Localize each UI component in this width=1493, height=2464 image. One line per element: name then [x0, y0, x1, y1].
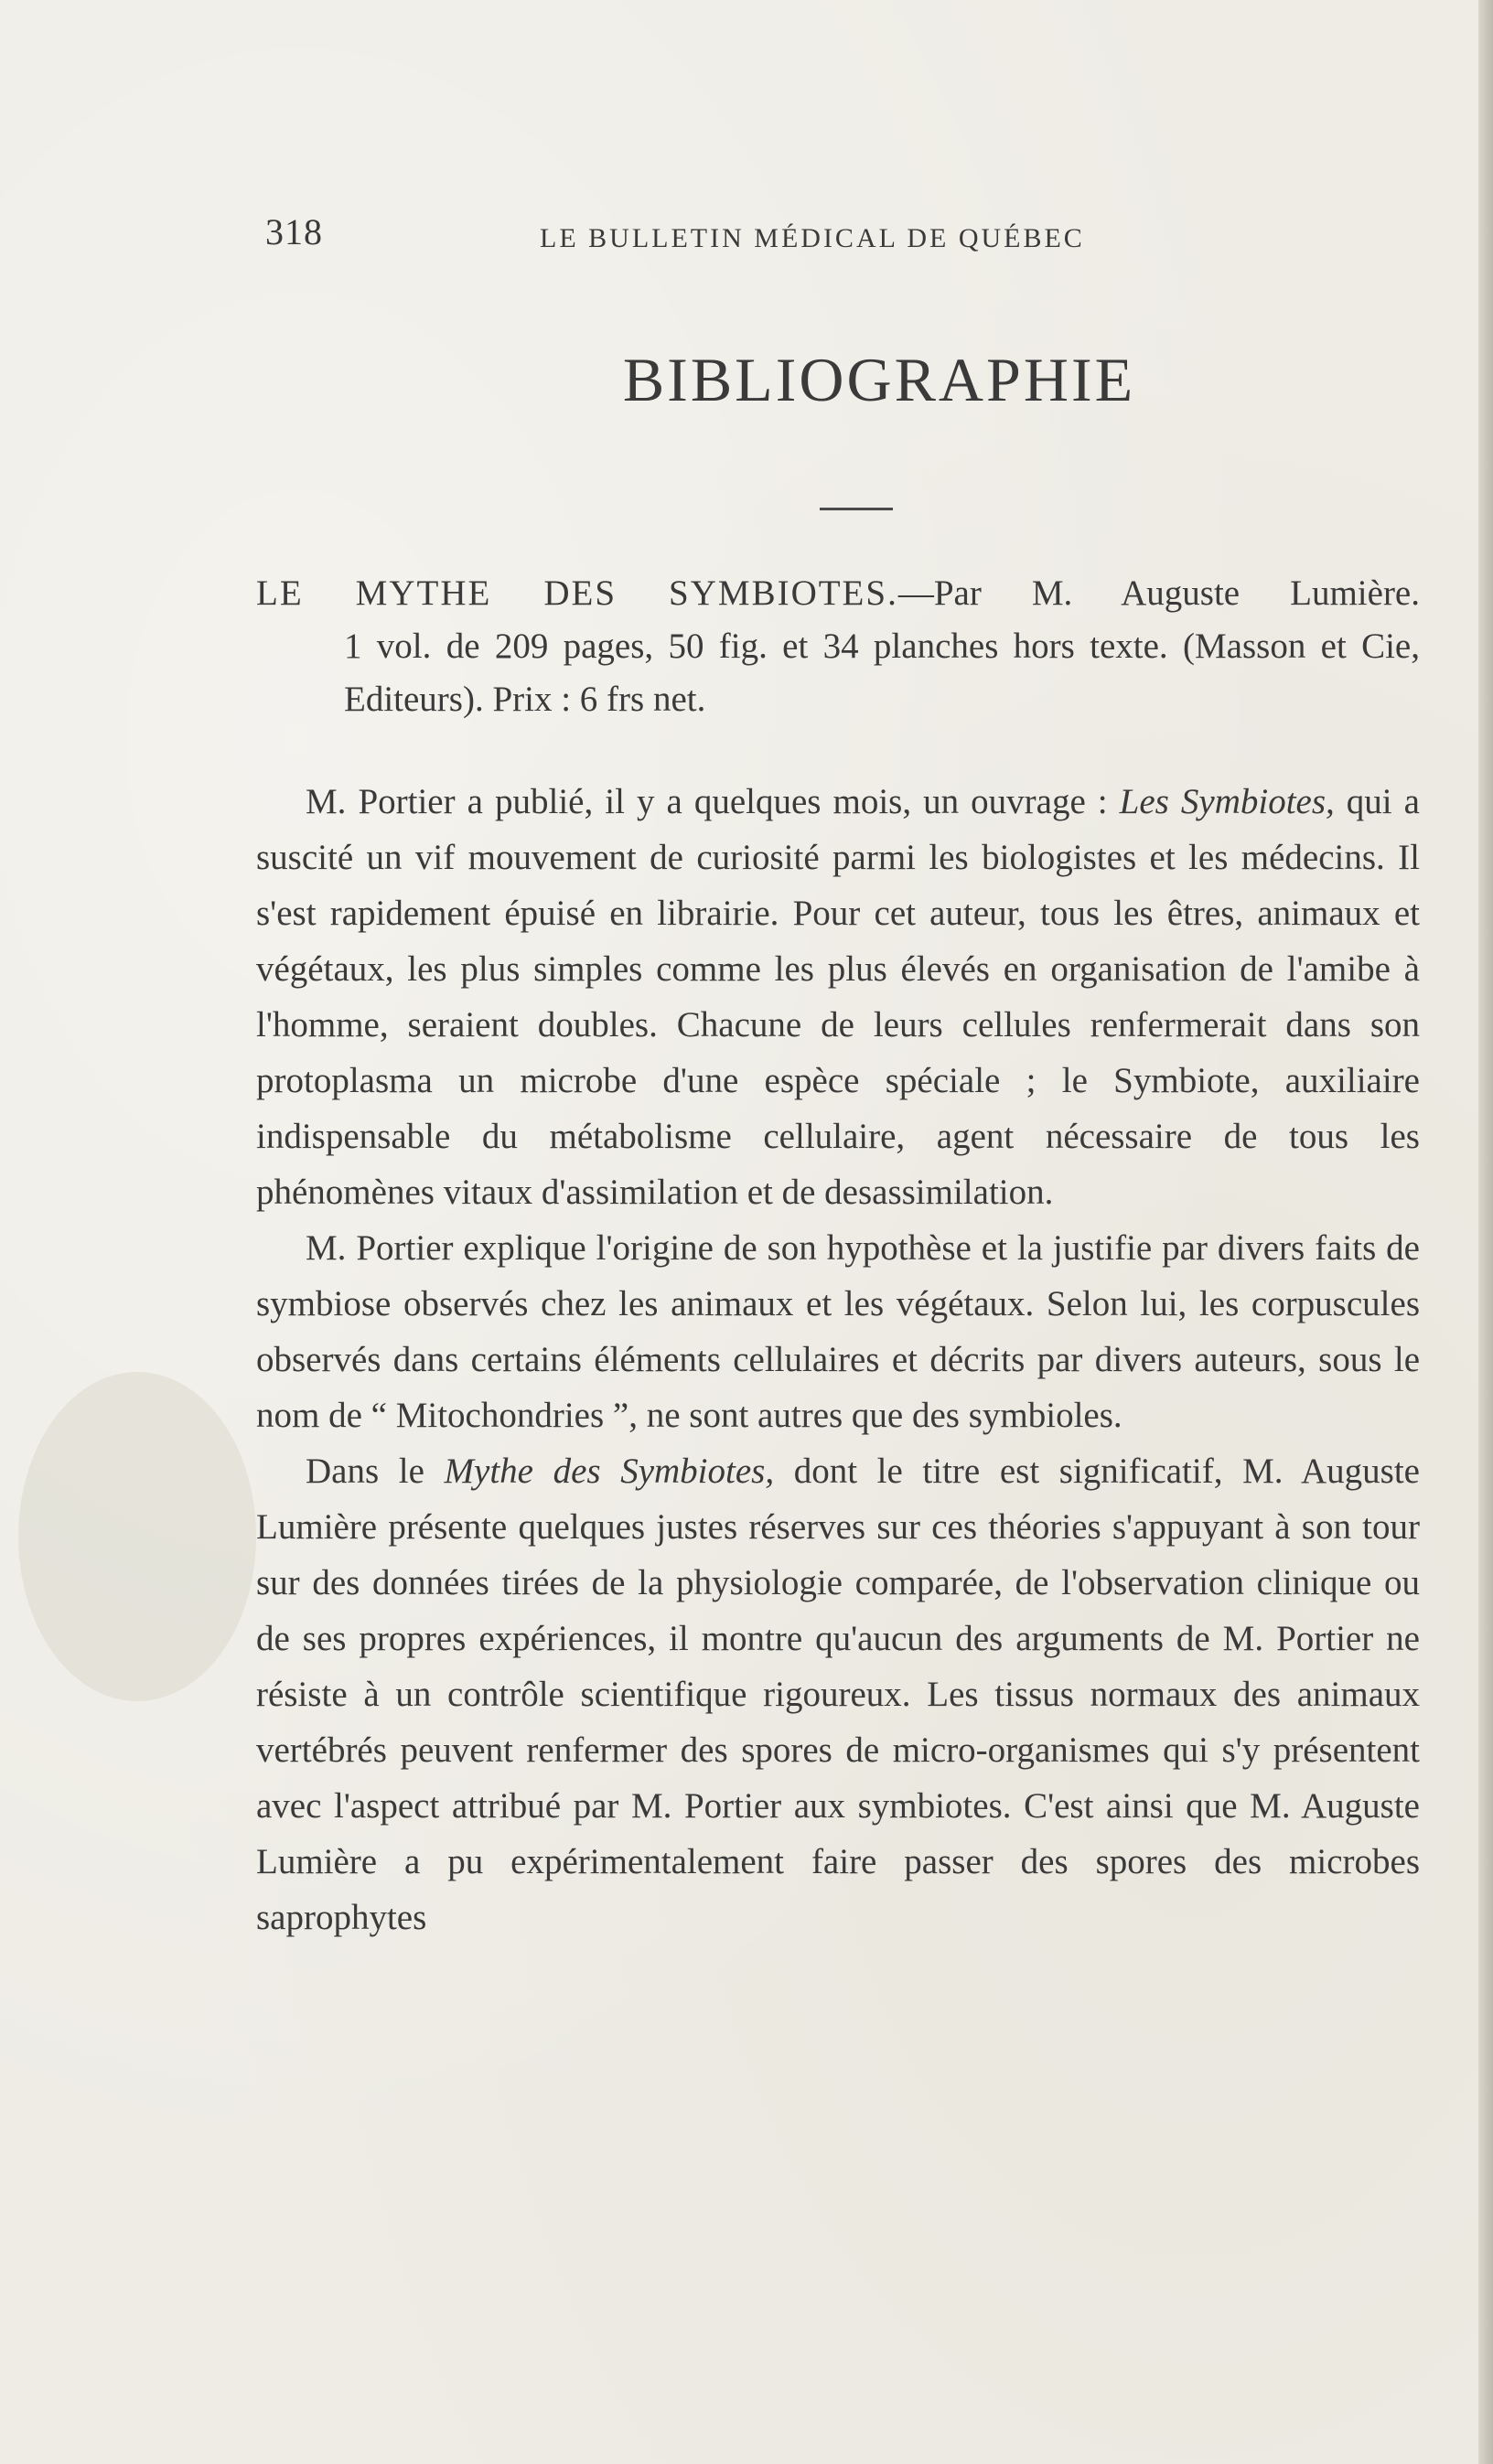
section-divider: [820, 508, 893, 510]
page-edge: [1478, 0, 1493, 2464]
book-entry-heading: [256, 567, 1420, 620]
paper-stain: [18, 1372, 256, 1701]
review-paragraph: [256, 774, 1420, 1220]
review-text-run: M. Portier a publié, il y a quelques mois, un ouvrage :: [306, 782, 1120, 821]
book-title: LE MYTHE DES SYMBIOTES.: [256, 573, 898, 613]
journal-title: LE BULLETIN MÉDICAL DE QUÉBEC: [540, 223, 1085, 253]
page-number: 318: [265, 211, 323, 252]
review-text: [256, 774, 1420, 1945]
page-content: [256, 210, 1420, 1945]
cited-title: Les Symbiotes,: [1119, 782, 1335, 821]
review-text-run: Dans le: [306, 1452, 445, 1491]
book-entry: [256, 567, 1420, 726]
review-paragraph: [256, 1443, 1420, 1945]
section-title: BIBLIOGRAPHIE: [622, 345, 1136, 414]
book-author: —Par M. Auguste Lumière.: [897, 573, 1420, 613]
review-text-run: qui a suscité un vif mouvement de curiosité parmi les biologistes et les médecins. Il s'est rapidement épuisé en librairie. Pour cet auteur, tous les êtres, animaux et végétaux, les plus simples comme les plus élevés en organisation de l'amibe à l'homme, seraient doubles. Chacune de leurs cellules renfermerait dans son protoplasma un microbe d'une espèce spéciale ; le Symbiote, auxiliaire indispensable du métabolisme cellulaire, agent nécessaire de tous les phénomènes vitaux d'assimilation et de desassimilation.: [256, 782, 1420, 1212]
review-paragraph: M. Portier explique l'origine de son hypothèse et la justifie par divers faits de symbiose observés chez les animaux et les végétaux. Selon lui, les corpuscules observés dans certains éléments cellulaires et décrits par divers auteurs, sous le nom de “ Mitochondries ”, ne sont autres que des symbioles.: [256, 1228, 1420, 1435]
book-details: 1 vol. de 209 pages, 50 fig. et 34 planches hors texte. (Masson et Cie, Editeurs). Prix : 6 frs net.: [344, 627, 1420, 719]
review-text-run: dont le titre est significatif, M. Auguste Lumière présente quelques justes réserves sur ces théories s'appuyant à son tour sur des données tirées de la physiologie comparée, de l'observation clinique ou de ses propres expériences, il montre qu'aucun des arguments de M. Portier ne résiste à un contrôle scientifique rigoureux. Les tissus normaux des animaux vertébrés peuvent renfermer des spores de micro-organismes qui s'y présentent avec l'aspect attribué par M. Portier aux symbiotes. C'est ainsi que M. Auguste Lumière a pu expérimentalement faire passer des spores des microbes saprophytes: [256, 1452, 1420, 1937]
running-header: [256, 210, 1420, 265]
cited-title: Mythe des Symbiotes,: [444, 1452, 775, 1491]
